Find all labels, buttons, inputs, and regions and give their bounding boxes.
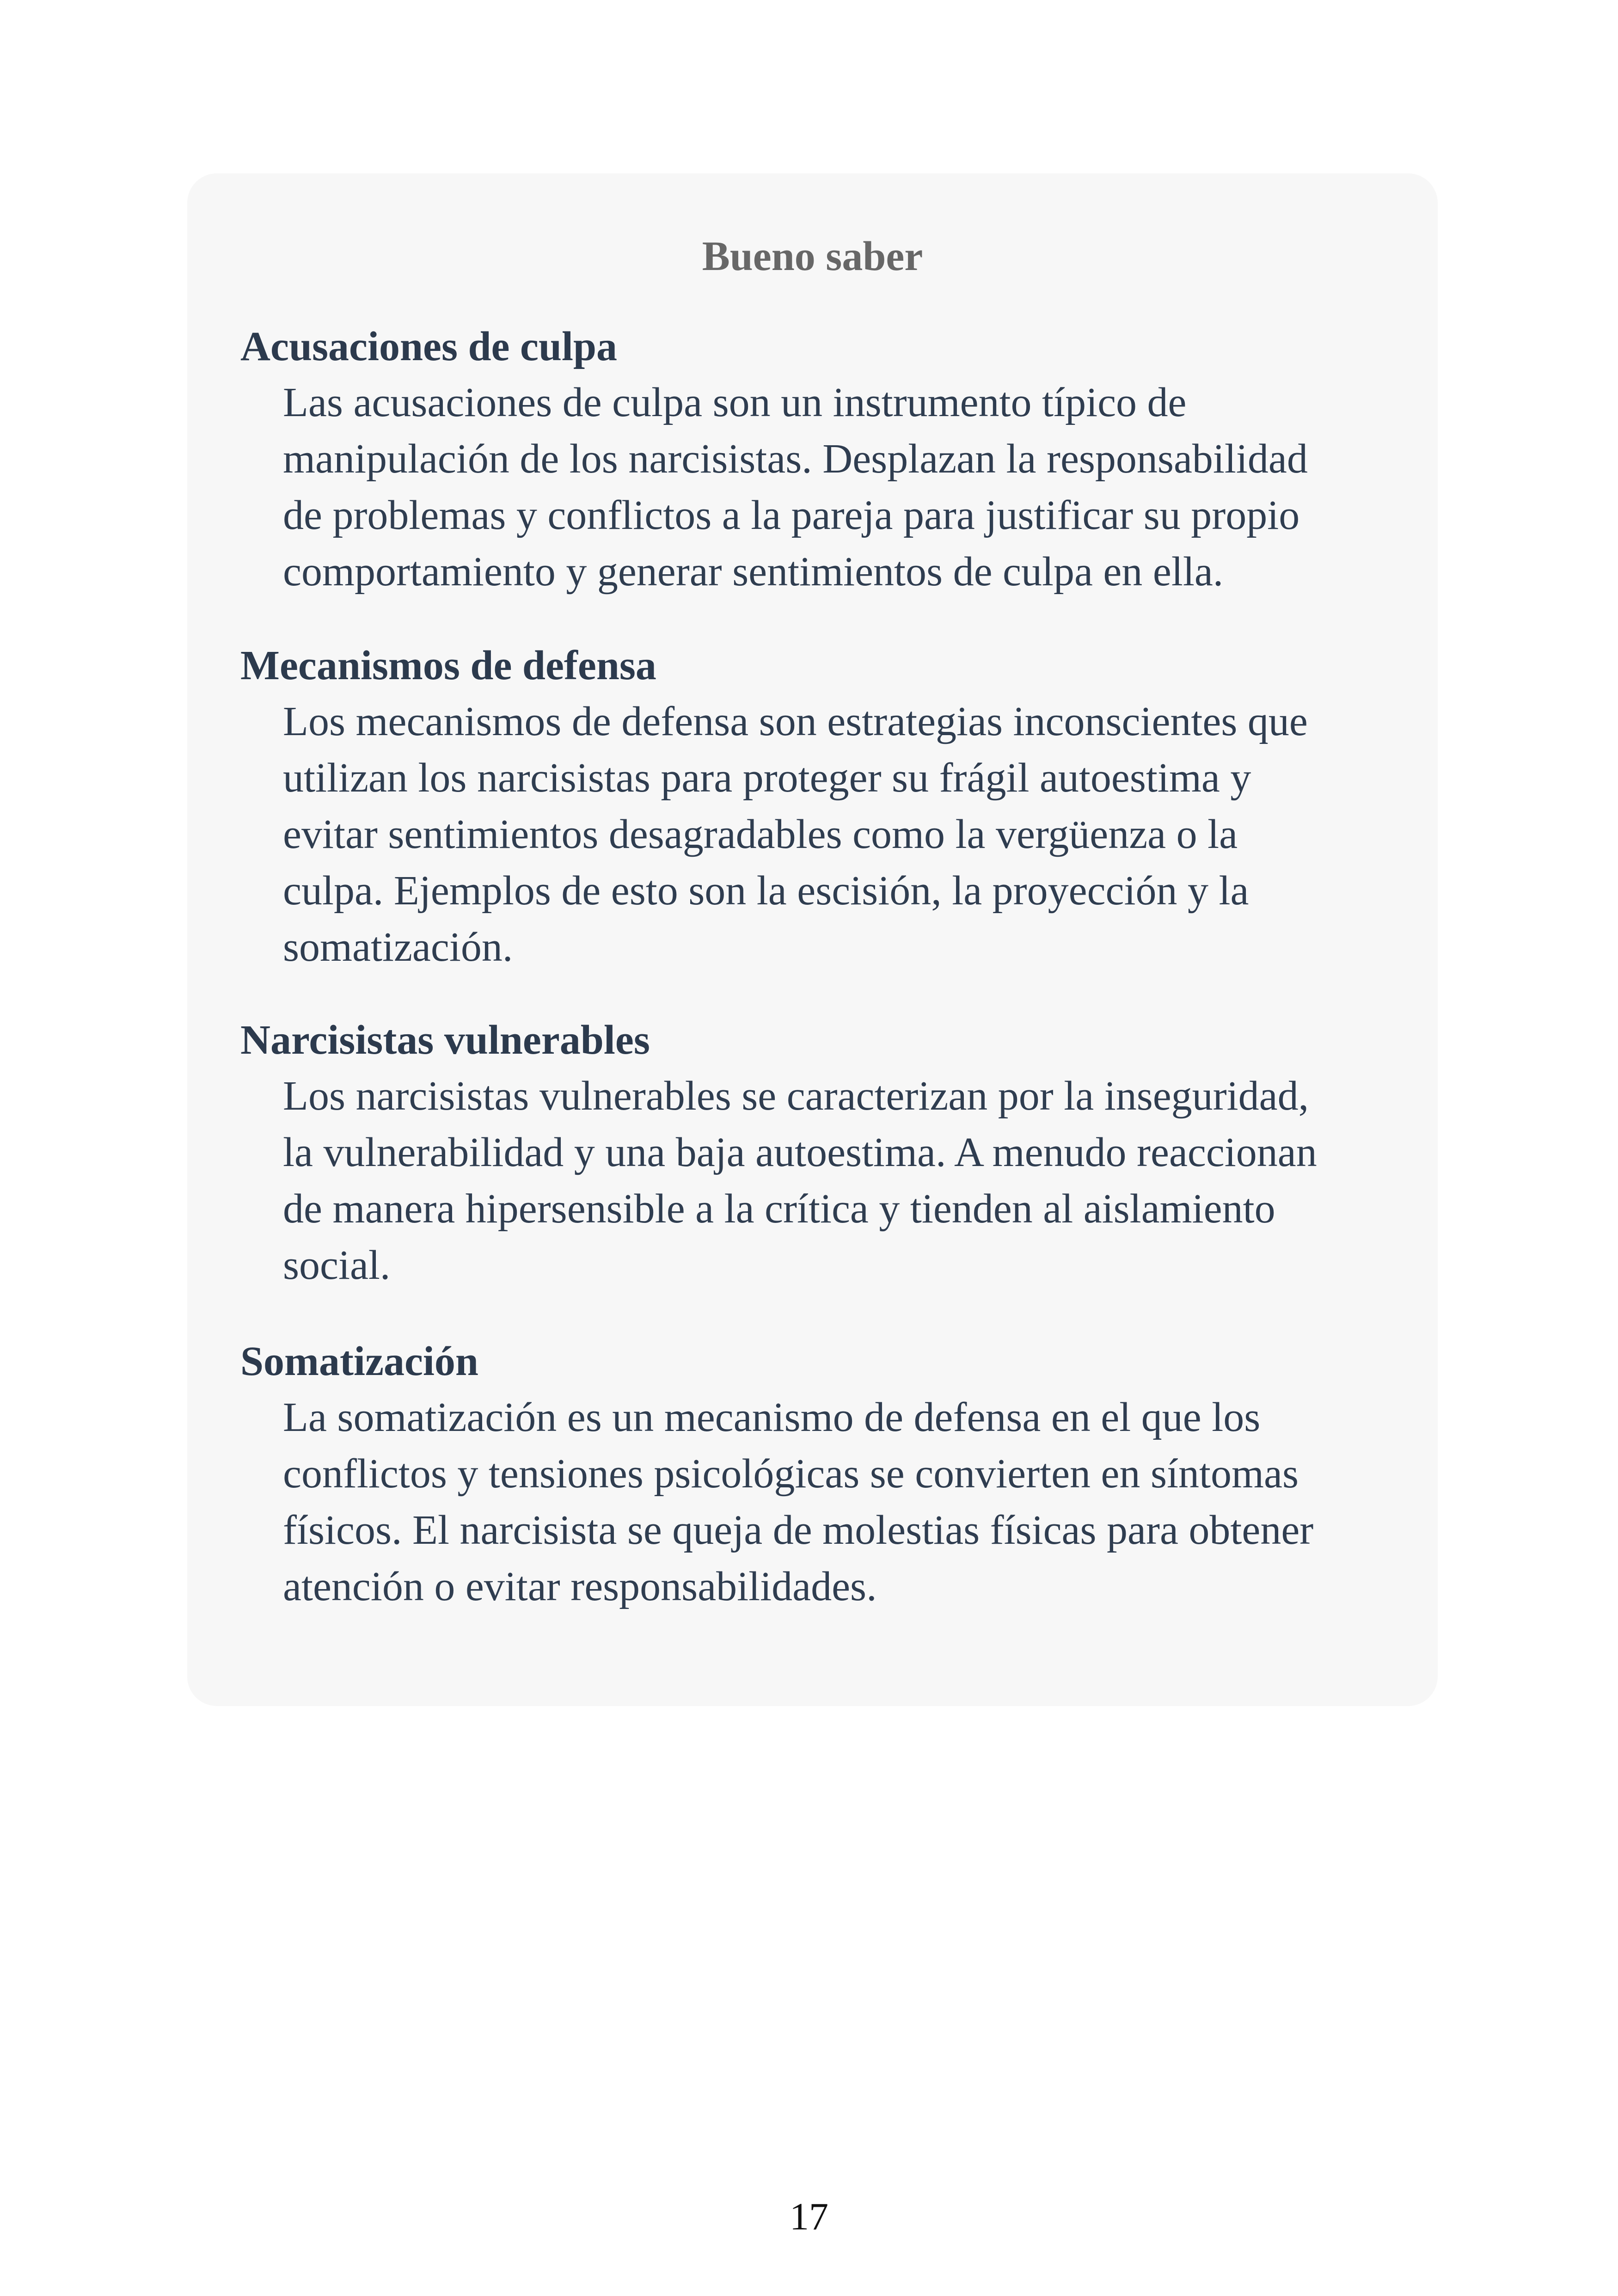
definition-line: físicos. El narcisista se queja de molestias físicas para obtener <box>283 1507 1314 1553</box>
definition-line: La somatización es un mecanismo de defensa en el que los <box>283 1394 1261 1440</box>
entry-acusaciones-de-culpa <box>240 319 1396 600</box>
box-title: Bueno saber <box>702 233 923 279</box>
definition-line: Las acusaciones de culpa son un instrumento típico de <box>283 380 1187 425</box>
entry-definition <box>283 1389 1396 1615</box>
entry-definition <box>283 1068 1396 1294</box>
entry-term: Acusaciones de culpa <box>240 324 618 369</box>
page-number: 17 <box>790 2195 828 2238</box>
entry-somatizacion <box>240 1334 1396 1615</box>
definition-line: Los mecanismos de defensa son estrategias inconscientes que <box>283 699 1308 744</box>
entry-mecanismos-de-defensa <box>240 638 1396 976</box>
entry-definition <box>283 694 1396 976</box>
definition-line: evitar sentimientos desagradables como la vergüenza o la <box>283 811 1238 857</box>
definition-line: social. <box>283 1242 391 1288</box>
definition-line: conflictos y tensiones psicológicas se convierten en síntomas <box>283 1451 1299 1497</box>
definition-line: somatización. <box>283 924 513 970</box>
entry-narcisistas-vulnerables <box>240 1013 1396 1294</box>
definition-line: de problemas y conflictos a la pareja para justificar su propio <box>283 492 1300 538</box>
definition-line: de manera hipersensible a la crítica y tienden al aislamiento <box>283 1186 1275 1232</box>
info-box <box>187 173 1438 1706</box>
definition-line: Los narcisistas vulnerables se caracterizan por la inseguridad, <box>283 1073 1309 1119</box>
entry-term: Narcisistas vulnerables <box>240 1017 650 1063</box>
entry-term: Somatización <box>240 1338 478 1384</box>
entry-term: Mecanismos de defensa <box>240 643 656 688</box>
definition-line: utilizan los narcisistas para proteger su frágil autoestima y <box>283 755 1251 801</box>
definition-line: la vulnerabilidad y una baja autoestima. A menudo reaccionan <box>283 1130 1317 1175</box>
definition-line: atención o evitar responsabilidades. <box>283 1564 877 1609</box>
definition-line: manipulación de los narcisistas. Desplazan la responsabilidad <box>283 436 1308 482</box>
definition-line: culpa. Ejemplos de esto son la escisión, la proyección y la <box>283 868 1249 914</box>
entry-definition <box>283 374 1396 600</box>
definition-line: comportamiento y generar sentimientos de culpa en ella. <box>283 549 1224 595</box>
